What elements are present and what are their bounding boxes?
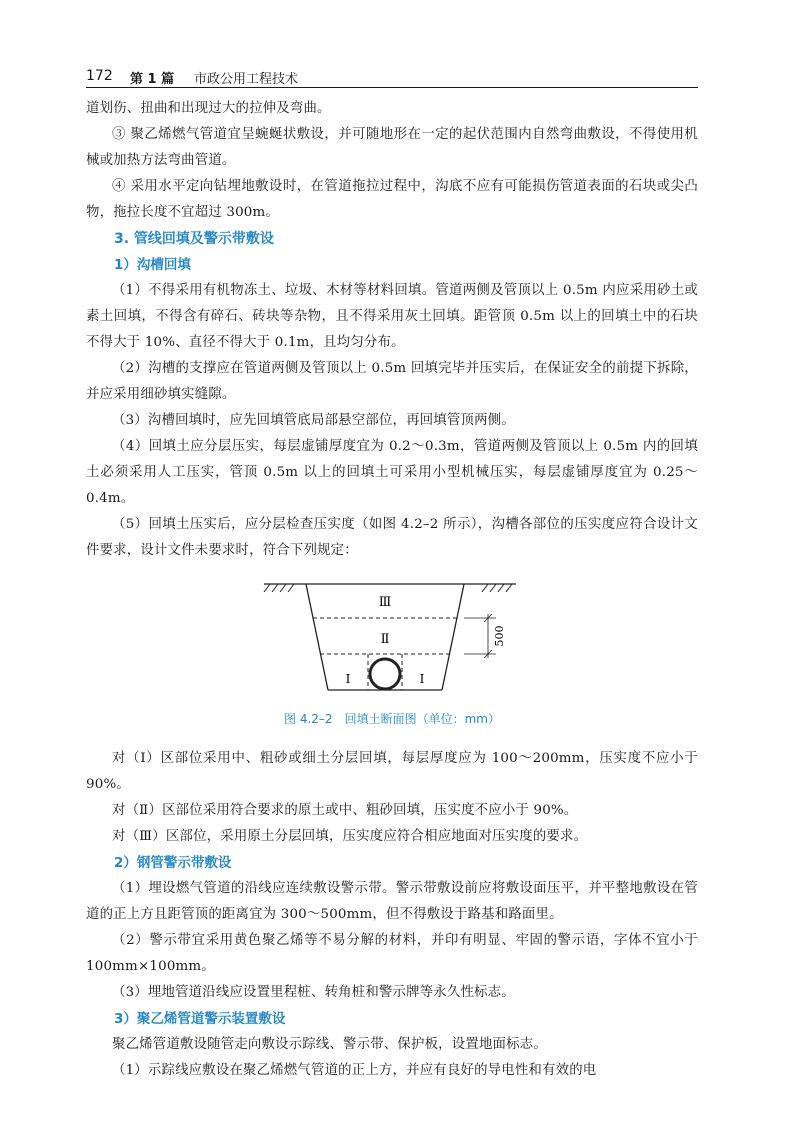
paragraph: ④ 采用水平定向钻埋地敷设时，在管道拖拉过程中，沟底不应有可能损伤管道表面的石块或尖凸物，拖拉长度不宜超过 300m。 <box>86 179 698 220</box>
page-body <box>86 96 698 1084</box>
paragraph: （3）沟槽回填时，应先回填管底局部悬空部位，再回填管顶两侧。 <box>112 413 515 428</box>
ground-hatch-left <box>264 584 294 592</box>
paragraph: （4）回填土应分层压实，每层虚铺厚度宜为 0.2～0.3m，管道两侧及管顶以上 0.5m 内的回填土必须采用人工压实，管顶 0.5m 以上的回填土可采用小型机械压实，每层虚铺厚度宜为 0.25～0.4m。 <box>86 439 698 506</box>
paragraph: （1）不得采用有机物冻土、垃圾、木材等材料回填。管道两侧及管顶以上 0.5m 内应采用砂土或素土回填，不得含有碎石、砖块等杂物，且不得采用灰土回填。距管顶 0.5m 以上的回填土中的石块不得大于 10%、直径不得大于 0.1m，且均匀分布。 <box>86 283 698 350</box>
trench-cross-section-figure <box>86 570 698 734</box>
paragraph: 对（Ⅲ）区部位，采用原土分层回填，压实度应符合相应地面对压实度的要求。 <box>112 829 588 844</box>
zone-label-ii: Ⅱ <box>380 632 390 647</box>
pipe <box>370 659 400 689</box>
paragraph: 道划伤、扭曲和出现过大的拉伸及弯曲。 <box>86 101 331 116</box>
paragraph: ③ 聚乙烯燃气管道宜呈蜿蜒状敷设，并可随地形在一定的起伏范围内自然弯曲敷设，不得使用机械或加热方法弯曲管道。 <box>86 127 698 168</box>
ground-hatch-right <box>482 584 512 592</box>
paragraph: （3）埋地管道沿线应设置里程桩、转角桩和警示牌等永久性标志。 <box>112 985 515 1000</box>
paragraph: （1）埋设燃气管道的沿线应连续敷设警示带。警示带敷设前应将敷设面压平，并平整地敷设在管道的正上方且距管顶的距离宜为 300～500mm，但不得敷设于路基和路面里。 <box>86 881 698 922</box>
zone-label-i-right: Ⅰ <box>419 672 425 686</box>
paragraph: （5）回填土压实后，应分层检查压实度（如图 4.2–2 所示），沟槽各部位的压实度应符合设计文件要求，设计文件未要求时，符合下列规定： <box>86 517 698 558</box>
header-rule <box>86 87 698 88</box>
subsection-heading: 1）沟槽回填 <box>114 257 191 273</box>
trench-diagram <box>86 570 698 710</box>
zone-label-iii: Ⅲ <box>378 595 392 610</box>
subsection-heading: 2）钢管警示带敷设 <box>114 855 232 871</box>
section-title: 市政公用工程技术 <box>194 72 299 87</box>
part-label: 第 1 篇 <box>130 72 175 87</box>
paragraph: 聚乙烯管道敷设随管走向敷设示踪线、警示带、保护板，设置地面标志。 <box>112 1037 547 1052</box>
paragraph: 对（Ⅰ）区部位采用中、粗砂或细土分层回填，每层厚度应为 100～200mm，压实度不应小于 90%。 <box>86 751 698 792</box>
paragraph: （2）警示带宜采用黄色聚乙烯等不易分解的材料，并印有明显、牢固的警示语，字体不宜小于 100mm×100mm。 <box>86 933 698 974</box>
page-number: 172 <box>86 68 113 84</box>
trench-wall-right <box>442 584 464 690</box>
paragraph: （2）沟槽的支撑应在管道两侧及管顶以上 0.5m 回填完毕并压实后，在保证安全的前提下拆除，并应采用细砂填实缝隙。 <box>86 361 698 402</box>
figure-caption: 图 4.2–2 回填土断面图（单位：mm） <box>284 712 500 726</box>
subsection-heading: 3）聚乙烯管道警示装置敷设 <box>114 1011 286 1027</box>
trench-wall-left <box>306 584 328 690</box>
section-heading: 3. 管线回填及警示带敷设 <box>114 231 274 247</box>
zone-label-i-left: Ⅰ <box>345 672 351 686</box>
paragraph: 对（Ⅱ）区部位采用符合要求的原土或中、粗砂回填，压实度不应小于 90%。 <box>112 803 578 818</box>
dimension-label: 500 <box>493 625 506 647</box>
running-header <box>86 66 698 88</box>
paragraph: （1）示踪线应敷设在聚乙烯燃气管道的正上方，并应有良好的导电性和有效的电 <box>112 1063 597 1078</box>
